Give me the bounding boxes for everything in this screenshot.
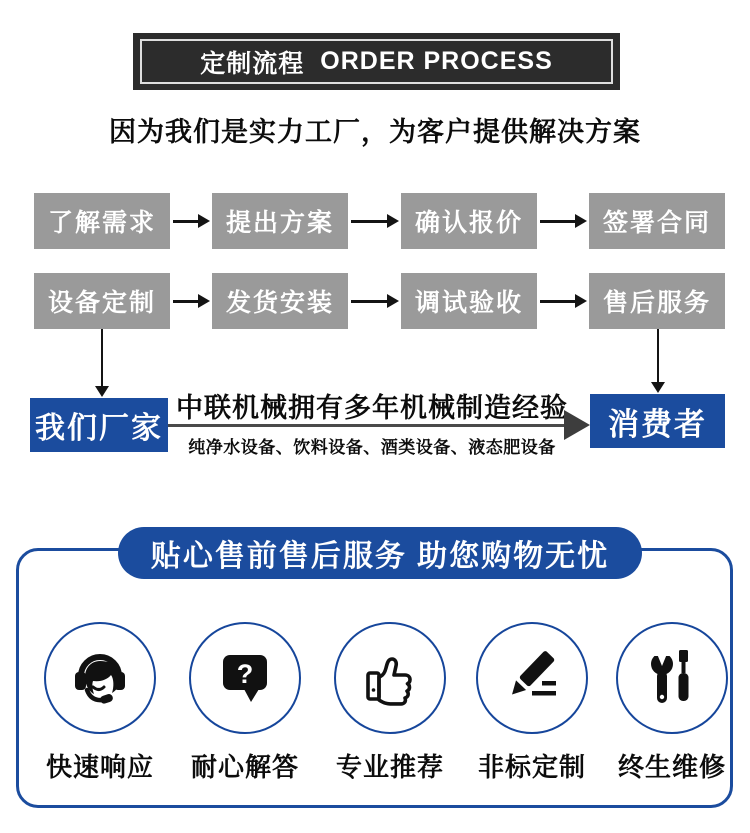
process-step-sign-contract: 签署合同 — [589, 193, 725, 249]
arrow-right-icon — [540, 213, 587, 229]
arrow-down-icon — [650, 329, 666, 393]
arrow-right-icon — [540, 293, 587, 309]
service-label: 终生维修 — [617, 752, 726, 782]
service-label: 耐心解答 — [190, 752, 299, 782]
process-step-confirm-quote: 确认报价 — [401, 193, 537, 249]
process-step-ship-install: 发货安装 — [212, 273, 348, 329]
question-bubble-icon — [213, 646, 277, 710]
service-label: 非标定制 — [477, 752, 586, 782]
thumbs-up-icon — [358, 646, 422, 710]
service-label: 专业推荐 — [335, 752, 444, 782]
page-headline: 因为我们是实力工厂，为客户提供解决方案 — [109, 117, 641, 147]
service-item-fast-response — [30, 622, 170, 784]
service-item-pro-recommend — [320, 622, 460, 784]
banner-title-en: ORDER PROCESS — [320, 47, 553, 75]
equipment-list: 纯净水设备、饮料设备、酒类设备、液态肥设备 — [188, 438, 556, 457]
service-circle — [189, 622, 301, 734]
service-banner: 贴心售前售后服务 助您购物无忧 — [118, 527, 642, 579]
wrench-screwdriver-icon — [640, 646, 704, 710]
service-circle — [616, 622, 728, 734]
service-circle — [334, 622, 446, 734]
process-step-understand-needs: 了解需求 — [34, 193, 170, 249]
process-step-debug-accept: 调试验收 — [401, 273, 537, 329]
service-item-lifetime-repair — [602, 622, 742, 784]
service-item-patient-answers — [175, 622, 315, 784]
experience-headline: 中联机械拥有多年机械制造经验 — [176, 393, 568, 423]
order-process-banner-frame — [140, 39, 613, 84]
service-circle — [476, 622, 588, 734]
process-step-after-sales: 售后服务 — [589, 273, 725, 329]
service-circle — [44, 622, 156, 734]
svg-text:?: ? — [236, 659, 254, 689]
service-label: 快速响应 — [45, 752, 154, 782]
consumer-box: 消费者 — [590, 394, 725, 448]
arrow-right-icon — [351, 293, 399, 309]
banner-title-cn: 定制流程 — [200, 49, 305, 78]
factory-box: 我们厂家 — [30, 398, 168, 452]
headset-agent-icon — [68, 646, 132, 710]
arrow-down-icon — [94, 329, 110, 397]
order-process-banner — [133, 33, 620, 90]
arrow-right-icon — [351, 213, 399, 229]
process-step-propose-plan: 提出方案 — [212, 193, 348, 249]
pencil-edit-icon — [500, 646, 564, 710]
arrow-right-icon — [173, 213, 210, 229]
service-item-custom-design — [462, 622, 602, 784]
arrow-right-icon — [173, 293, 210, 309]
process-step-equipment-custom: 设备定制 — [34, 273, 170, 329]
factory-to-consumer-line — [168, 424, 566, 427]
